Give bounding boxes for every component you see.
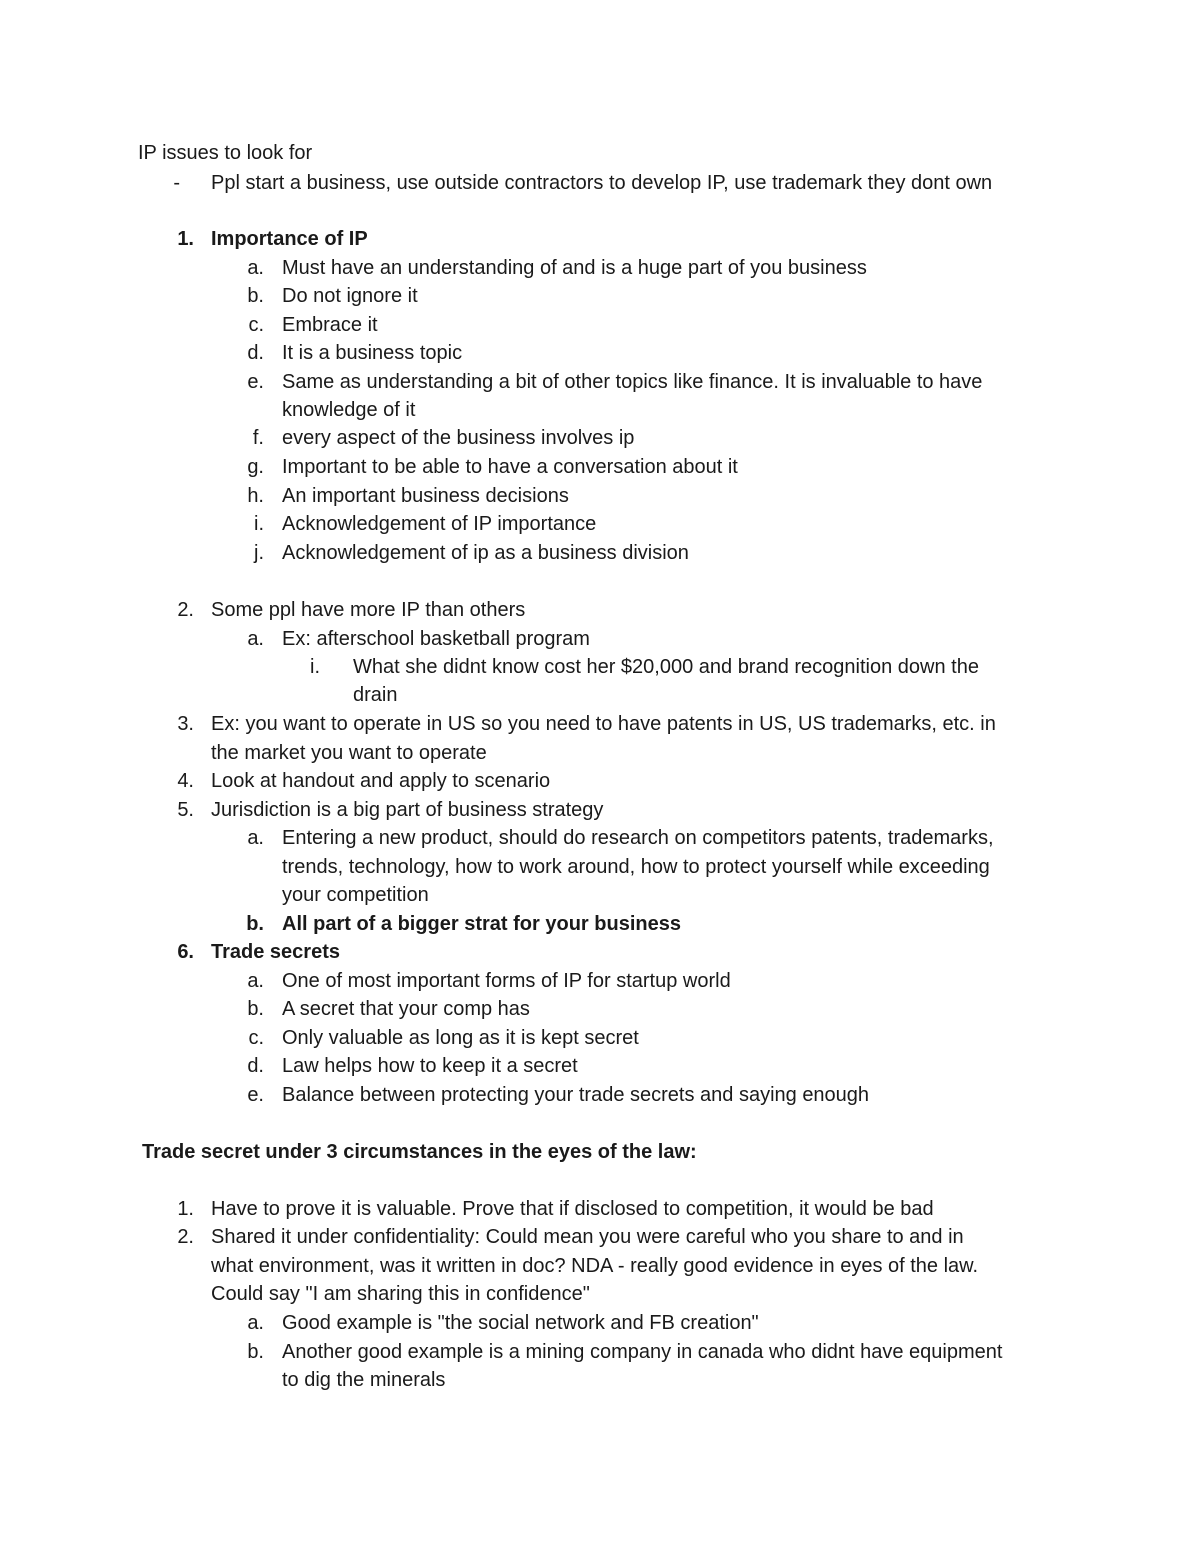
- list-item: b. All part of a bigger strat for your business: [246, 913, 681, 935]
- list-item-continuation: knowledge of it: [282, 399, 416, 421]
- list-item: c. Only valuable as long as it is kept secret: [248, 1027, 639, 1049]
- trade-secret-item-1: 1. Have to prove it is valuable. Prove that if disclosed to competition, it would be bad: [177, 1198, 934, 1220]
- list-item: f. every aspect of the business involves ip: [252, 427, 635, 449]
- list-item: a. Must have an understanding of and is a huge part of you business: [247, 257, 867, 279]
- list-item-continuation: the market you want to operate: [211, 742, 487, 764]
- list-item: a. Good example is "the social network and FB creation": [247, 1312, 759, 1334]
- list-item: h. An important business decisions: [247, 485, 569, 507]
- list-item: a. Entering a new product, should do research on competitors patents, trademarks,: [247, 827, 994, 849]
- list-item-continuation: to dig the minerals: [282, 1369, 446, 1391]
- section-1-heading: 1. Importance of IP: [177, 228, 368, 250]
- list-item-continuation: your competition: [282, 884, 429, 906]
- list-item: j. Acknowledgement of ip as a business division: [254, 542, 689, 564]
- list-item: d. It is a business topic: [247, 342, 463, 364]
- list-item-continuation: Could say "I am sharing this in confidence": [211, 1283, 590, 1305]
- list-item: b. A secret that your comp has: [247, 998, 530, 1020]
- document-title: IP issues to look for: [138, 142, 313, 164]
- list-item-continuation: trends, technology, how to work around, how to protect yourself while exceeding: [282, 856, 990, 878]
- list-item: b. Another good example is a mining company in canada who didnt have equipment: [247, 1341, 1003, 1363]
- trade-secret-item-2: 2. Shared it under confidentiality: Could mean you were careful who you share to and in: [177, 1226, 964, 1248]
- list-item: e. Same as understanding a bit of other topics like finance. It is invaluable to have: [247, 371, 983, 393]
- section-2: 2. Some ppl have more IP than others: [177, 599, 526, 621]
- list-item: e. Balance between protecting your trade secrets and saying enough: [247, 1084, 870, 1106]
- list-item: a. Ex: afterschool basketball program: [247, 628, 590, 650]
- list-item: a. One of most important forms of IP for startup world: [247, 970, 731, 992]
- section-5: 5. Jurisdiction is a big part of business strategy: [177, 799, 604, 821]
- list-item: d. Law helps how to keep it a secret: [247, 1055, 578, 1077]
- section-6-heading: 6. Trade secrets: [177, 941, 340, 963]
- list-item: c. Embrace it: [248, 314, 378, 336]
- list-item: g. Important to be able to have a conversation about it: [247, 456, 738, 478]
- list-item: i. What she didnt know cost her $20,000 and brand recognition down the: [310, 656, 979, 678]
- list-item: b. Do not ignore it: [247, 285, 418, 307]
- intro-bullet: - Ppl start a business, use outside contractors to develop IP, use trademark they dont own: [173, 172, 993, 194]
- list-item: i. Acknowledgement of IP importance: [254, 513, 597, 535]
- trade-secret-heading: Trade secret under 3 circumstances in the eyes of the law:: [142, 1141, 697, 1163]
- list-item-continuation: drain: [353, 684, 398, 706]
- list-item-continuation: what environment, was it written in doc? NDA - really good evidence in eyes of the law.: [211, 1255, 979, 1277]
- section-3: 3. Ex: you want to operate in US so you need to have patents in US, US trademarks, etc. in: [177, 713, 996, 735]
- section-4: 4. Look at handout and apply to scenario: [177, 770, 551, 792]
